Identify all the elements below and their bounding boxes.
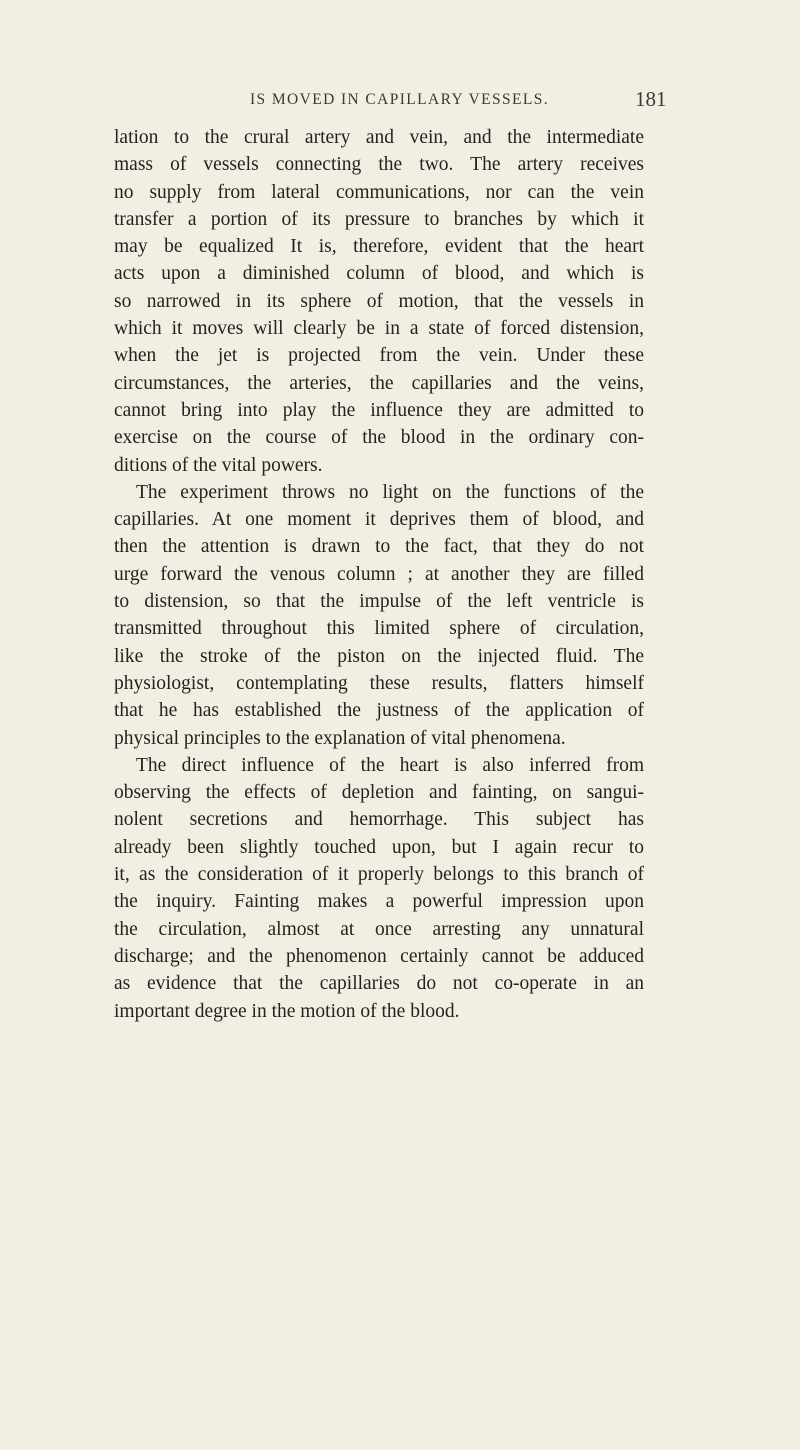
paragraph-1 (114, 124, 644, 479)
text-line: as evidence that the capillaries do not co-operate in an (114, 973, 644, 995)
running-head (0, 87, 800, 117)
text-line: the inquiry. Fainting makes a powerful impression upon (114, 891, 644, 913)
paragraph-2 (114, 479, 644, 752)
text-line: The direct influence of the heart is also inferred from (136, 754, 644, 776)
text-line: when the jet is projected from the vein. Under these (114, 345, 644, 367)
text-line: like the stroke of the piston on the injected fluid. The (114, 645, 644, 667)
page-number: 181 (635, 87, 667, 111)
text-line: the circulation, almost at once arresting any unnatural (114, 918, 644, 940)
text-line: important degree in the motion of the blood. (114, 1000, 460, 1022)
text-line: physiologist, contemplating these results, flatters himself (114, 672, 644, 694)
text-line: capillaries. At one moment it deprives them of blood, and (114, 509, 644, 531)
text-line: then the attention is drawn to the fact, that they do not (114, 536, 644, 558)
text-line: The experiment throws no light on the functions of the (136, 481, 644, 503)
body-text (114, 124, 644, 1025)
paragraph-3 (114, 752, 644, 1025)
running-title: IS MOVED IN CAPILLARY VESSELS. (250, 91, 550, 108)
text-line: circumstances, the arteries, the capillaries and the veins, (114, 372, 644, 394)
text-line: may be equalized It is, therefore, evident that the heart (114, 236, 644, 258)
text-line: to distension, so that the impulse of the left ventricle is (114, 591, 644, 613)
text-line: nolent secretions and hemorrhage. This subject has (114, 809, 644, 831)
text-line: cannot bring into play the influence they are admitted to (114, 399, 644, 421)
text-line: that he has established the justness of the application of (114, 700, 644, 722)
text-line: transfer a portion of its pressure to branches by which it (114, 208, 644, 230)
text-line: no supply from lateral communications, nor can the vein (114, 181, 644, 203)
text-line: lation to the crural artery and vein, and the intermediate (114, 127, 644, 148)
text-line: observing the effects of depletion and fainting, on sangui- (114, 782, 644, 804)
text-line: physical principles to the explanation of vital phenomena. (114, 727, 566, 749)
text-line: it, as the consideration of it properly belongs to this branch of (114, 864, 644, 886)
text-line: so narrowed in its sphere of motion, that the vessels in (114, 290, 644, 312)
text-line: which it moves will clearly be in a state of forced distension, (114, 318, 644, 340)
text-line: ditions of the vital powers. (114, 454, 323, 476)
text-line: acts upon a diminished column of blood, and which is (114, 263, 644, 285)
text-line: exercise on the course of the blood in the ordinary con- (114, 427, 644, 449)
text-line: discharge; and the phenomenon certainly cannot be adduced (114, 945, 644, 967)
text-line: mass of vessels connecting the two. The artery receives (114, 154, 644, 176)
text-line: already been slightly touched upon, but I again recur to (114, 836, 644, 858)
text-line: transmitted throughout this limited sphere of circulation, (114, 618, 644, 640)
text-line: urge forward the venous column ; at another they are filled (114, 563, 644, 585)
